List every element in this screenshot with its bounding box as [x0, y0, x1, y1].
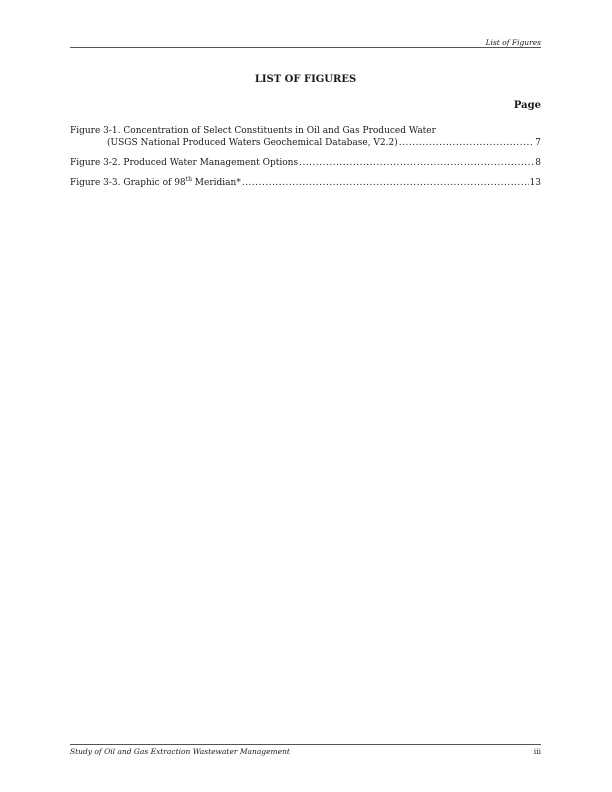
figure-entry-line: [70, 157, 541, 169]
figure-entry-page: 8: [535, 158, 541, 168]
figure-entry-3-2[interactable]: [70, 157, 541, 169]
figure-entry-title-part: Meridian*: [191, 178, 241, 188]
figure-entry-line: [70, 177, 541, 189]
dot-leader: [399, 137, 535, 149]
page-column-label: Page: [513, 100, 541, 111]
footer-page-number: iii: [533, 747, 541, 756]
figure-list: [70, 125, 541, 197]
ordinal-superscript: th: [185, 175, 192, 183]
figure-entry-3-1[interactable]: [70, 125, 541, 149]
figure-entry-title-continued: (USGS National Produced Waters Geochemical Database, V2.2): [107, 138, 398, 148]
figure-entry-title: Figure 3-2. Produced Water Management Options: [70, 158, 299, 168]
figure-entry-page: 13: [529, 178, 541, 188]
footer-document-title: Study of Oil and Gas Extraction Wastewater Management: [70, 747, 290, 756]
figure-entry-title: [70, 177, 241, 189]
figure-entry-line: [70, 125, 541, 137]
dot-leader: [299, 157, 534, 169]
header-rule: [70, 47, 541, 48]
figure-entry-page: 7: [535, 138, 541, 148]
running-footer: [70, 747, 541, 757]
running-header: List of Figures: [485, 38, 541, 47]
footer-rule: [70, 744, 541, 745]
figure-entry-title-part: Figure 3-3. Graphic of 98: [70, 178, 186, 188]
figure-entry-3-3[interactable]: [70, 177, 541, 189]
figure-entry-line: [70, 137, 541, 149]
page-title: LIST OF FIGURES: [254, 74, 357, 85]
dot-leader: [242, 177, 529, 189]
figure-entry-title: Figure 3-1. Concentration of Select Constituents in Oil and Gas Produced Water: [70, 126, 436, 136]
